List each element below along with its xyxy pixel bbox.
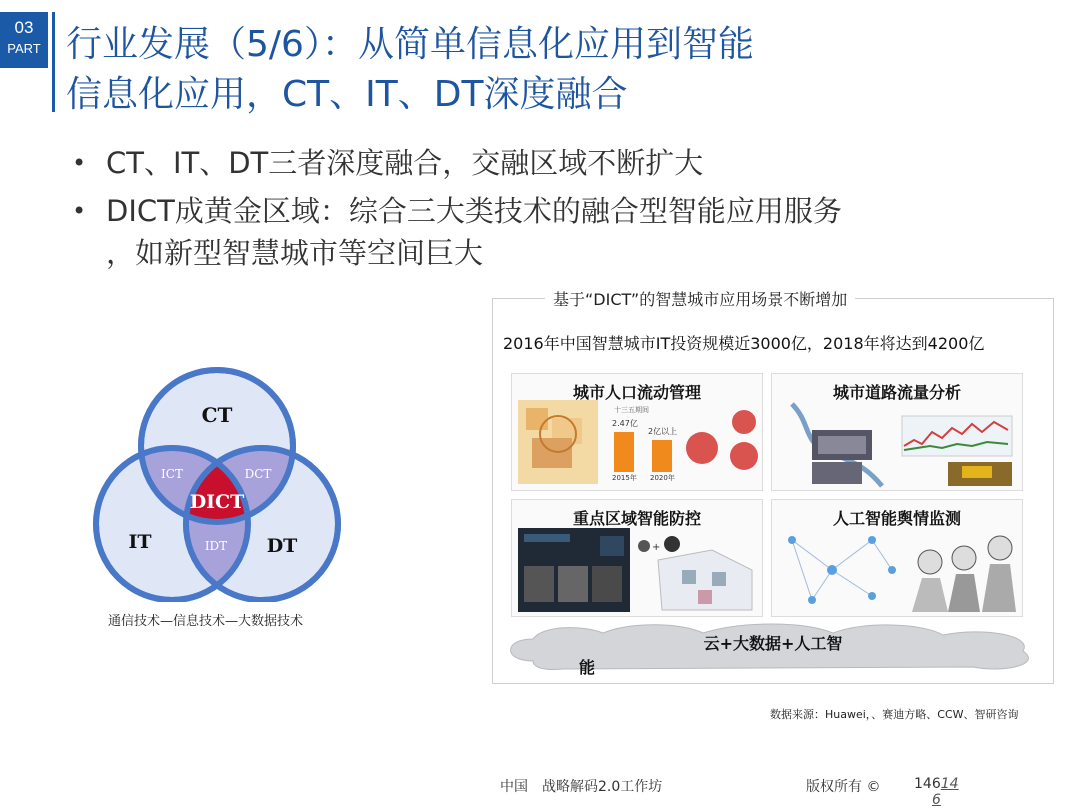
- bullet-dot-icon: •: [72, 197, 87, 225]
- part-number: 03: [14, 18, 34, 37]
- page-title: [66, 20, 1056, 120]
- venn-label-dt: DT: [266, 535, 298, 557]
- bullet-text: CT、IT、DT三者深度融合，交融区域不断扩大: [106, 146, 704, 180]
- footer-org: 中国 战略解码2.0工作坊: [500, 779, 663, 795]
- tile-area-security: [511, 499, 763, 617]
- data-source-note: 数据来源：Huawei，、赛迪方略、CCW、智研咨询: [770, 708, 1019, 721]
- svg-text:十三五期间: 十三五期间: [614, 406, 649, 414]
- page-number-main: 146: [914, 776, 941, 792]
- panel-header: 基于“DICT”的智慧城市应用场景不断增加: [545, 287, 855, 310]
- title-line-2: 信息化应用，CT、IT、DT深度融合: [66, 74, 628, 115]
- bullet-list: [66, 142, 1046, 280]
- venn-caption: 通信技术—信息技术—大数据技术: [108, 614, 304, 629]
- bullet-item: [66, 142, 1046, 184]
- svg-text:2.47亿: 2.47亿: [612, 419, 638, 428]
- page-number-suffix: 14: [940, 776, 959, 792]
- part-badge: [0, 12, 48, 68]
- footer-copyright: 版权所有 ©: [806, 779, 881, 795]
- venn-label-dict: DICT: [189, 491, 245, 513]
- venn-label-it: IT: [128, 531, 152, 553]
- smart-city-panel: [492, 290, 1054, 684]
- panel-subtitle: 2016年中国智慧城市IT投资规模近3000亿，2018年将达到4200亿: [503, 334, 985, 353]
- page-number: [914, 776, 959, 808]
- part-label: PART: [7, 41, 41, 56]
- cloud-label-tail: 能: [579, 658, 596, 677]
- tile-population-flow: [511, 373, 763, 491]
- tile-label: 城市道路流量分析: [832, 383, 961, 402]
- page-number-suffix-2: 6: [932, 792, 941, 808]
- svg-text:2020年: 2020年: [650, 474, 675, 482]
- svg-text:2亿以上: 2亿以上: [648, 427, 678, 436]
- cloud-label: 云+大数据+人工智: [703, 634, 843, 653]
- svg-text:2015年: 2015年: [612, 474, 637, 482]
- venn-label-ct: CT: [201, 403, 233, 427]
- tile-opinion-monitoring: [771, 499, 1023, 617]
- tile-label: 人工智能舆情监测: [832, 509, 961, 528]
- title-line-1: 行业发展（5/6）：从简单信息化应用到智能: [66, 24, 754, 65]
- venn-label-dct: DCT: [244, 467, 272, 481]
- bullet-text: DICT成黄金区域：综合三大类技术的融合型智能应用服务: [106, 194, 842, 228]
- tile-label: 城市人口流动管理: [572, 383, 701, 402]
- title-accent-bar: [52, 12, 55, 112]
- tile-road-traffic: [771, 373, 1023, 491]
- venn-label-ict: ICT: [161, 467, 183, 481]
- venn-diagram: [92, 366, 342, 602]
- bullet-item: [66, 190, 1046, 274]
- venn-label-idt: IDT: [204, 539, 228, 553]
- bullet-text-continued: ，如新型智慧城市等空间巨大: [106, 236, 484, 270]
- svg-text:+: +: [652, 542, 661, 553]
- tile-label: 重点区域智能防控: [572, 509, 701, 528]
- bullet-dot-icon: •: [72, 149, 87, 177]
